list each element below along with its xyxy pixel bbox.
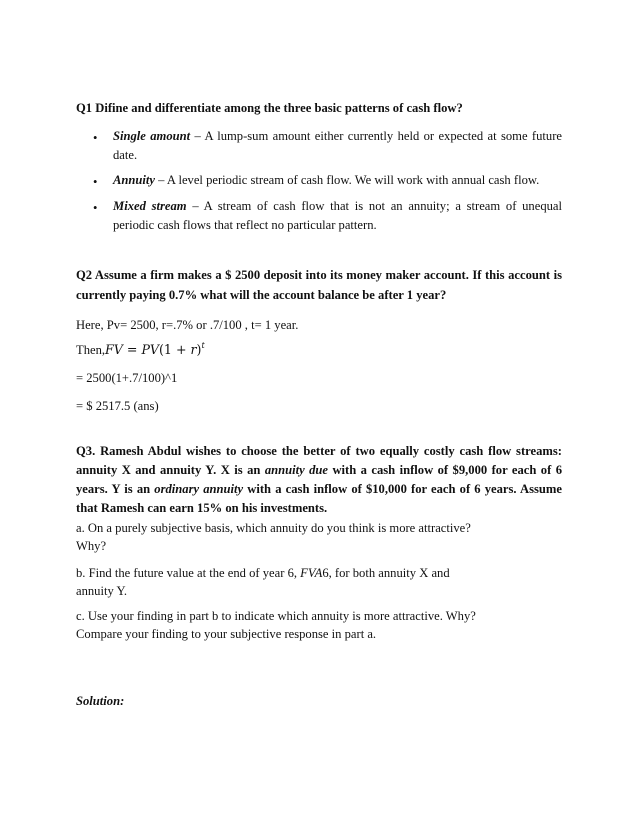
q2-title: Q2 Assume a firm makes a $ 2500 deposit into its money maker account. If this account is currently paying 0.7% what will the account balance be after 1 year? — [76, 268, 562, 302]
part-a-line: Why? — [76, 539, 107, 553]
term-separator: – — [186, 199, 204, 213]
q2-answer: = $ 2517.5 (ans) — [76, 399, 159, 413]
q2-formula-line — [76, 340, 562, 360]
q2-given: Here, Pv= 2500, r=.7% or .7/100 , t= 1 year. — [76, 318, 299, 332]
q1-item-mixed-stream — [113, 197, 562, 235]
q1-item-single-amount — [113, 127, 562, 165]
term-single-amount: Single amount — [113, 129, 191, 143]
definition-text: A stream of cash flow that is not an annuity; a stream of unequal periodic cash flows that reflect no particular pattern. — [113, 199, 562, 232]
q3-part-c — [76, 607, 562, 643]
q3-part-a — [76, 519, 562, 555]
part-a-line: a. On a purely subjective basis, which annuity do you think is more attractive? — [76, 521, 471, 535]
term-separator: – — [190, 129, 205, 143]
term-annuity-due: annuity due — [264, 463, 329, 477]
term-mixed-stream: Mixed stream — [113, 199, 187, 213]
part-c-line: Compare your finding to your subjective response in part a. — [76, 627, 377, 641]
part-b-line: b. Find the future value at the end of year 6, FVA6, for both annuity X and — [76, 566, 450, 580]
term-separator: – — [155, 173, 167, 187]
bullet-marker: • — [93, 175, 98, 189]
then-label: Then, — [76, 343, 106, 357]
q1-title: Q1 Difine and differentiate among the three basic patterns of cash flow? — [76, 101, 463, 115]
solution-label: Solution: — [76, 694, 125, 708]
definition-text: A lump-sum amount either currently held or expected at some future date. — [113, 129, 562, 162]
bullet-marker: • — [93, 131, 98, 145]
bullet-marker: • — [93, 201, 98, 215]
q3-part-b — [76, 564, 562, 600]
part-b-line: annuity Y. — [76, 584, 128, 598]
term-annuity: Annuity — [113, 173, 155, 187]
q1-item-annuity — [113, 171, 562, 190]
fva-symbol: FVA — [300, 566, 323, 580]
definition-text: A level periodic stream of cash flow. We will work with annual cash flow. — [166, 173, 540, 187]
future-value-formula: FV = $PV(1 + r)^t$ — [105, 341, 205, 357]
term-ordinary-annuity: ordinary annuity — [154, 482, 244, 496]
q3-title: Q3. Ramesh Abdul wishes to choose the better of two equally costly cash flow streams: annuity X and annuity Y. X is an annuity due with a cash inflow of $9,000 for each of 6 years. Y is an ordinary annuity with a cash inflow of $10,000 for each of 6 years. Assume that Ramesh can earn 15% on his investments. — [76, 444, 563, 515]
q2-calculation: = 2500(1+.7/100)^1 — [76, 371, 178, 385]
part-c-line: c. Use your finding in part b to indicate which annuity is more attractive. Why? — [76, 609, 476, 623]
